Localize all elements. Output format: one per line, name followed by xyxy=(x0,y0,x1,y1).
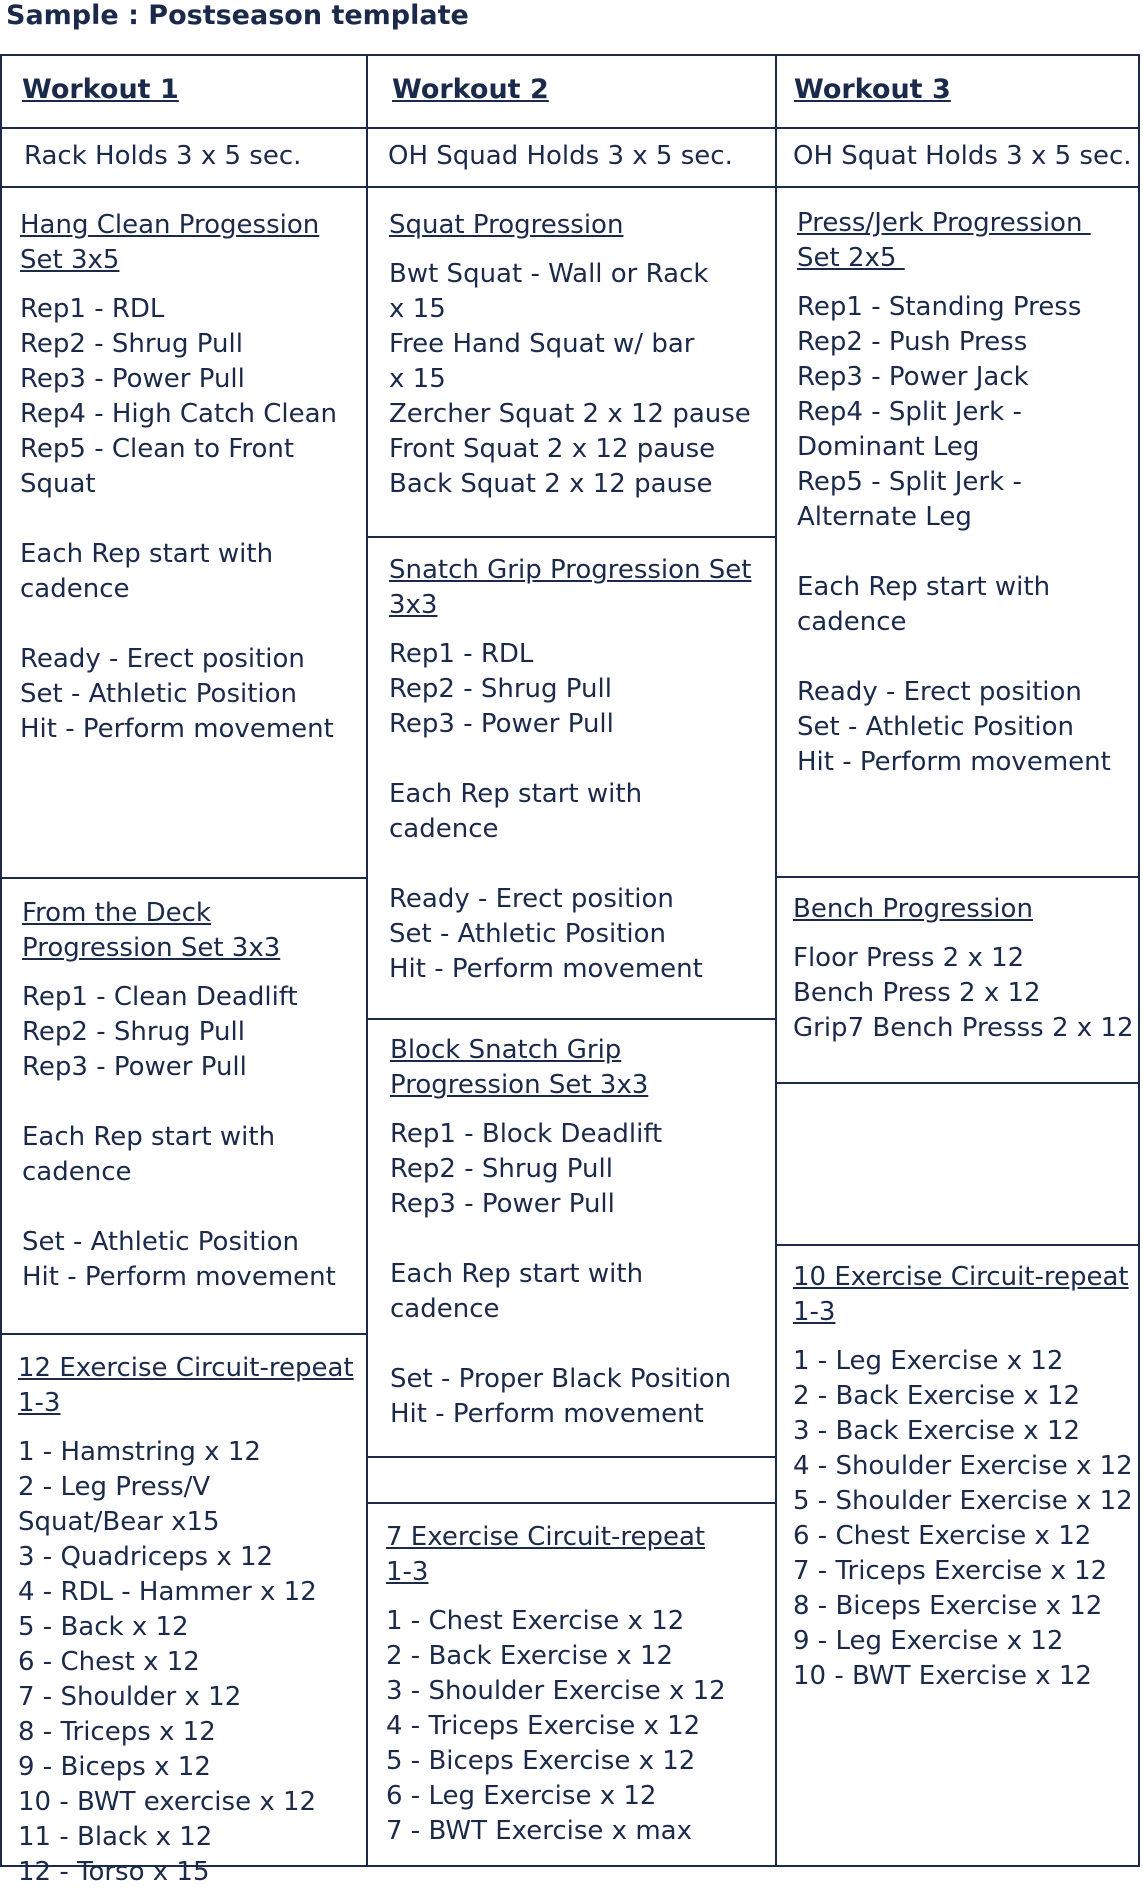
exercise-line: Ready - Erect position xyxy=(797,677,1082,707)
exercise-line: Rep1 - Clean Deadlift xyxy=(22,982,298,1012)
exercise-line: 10 - BWT exercise x 12 xyxy=(18,1787,317,1817)
exercise-line: 4 - RDL - Hammer x 12 xyxy=(18,1577,317,1607)
workout-1-section-3 xyxy=(2,1335,366,1887)
exercise-line: Rep4 - High Catch Clean xyxy=(20,399,337,429)
exercise-line: cadence xyxy=(797,607,907,637)
exercise-line: 6 - Chest x 12 xyxy=(18,1647,200,1677)
exercise-line: Rep2 - Push Press xyxy=(797,327,1028,357)
exercise-line: Rep4 - Split Jerk - xyxy=(797,397,1022,427)
exercise-line: Rep2 - Shrug Pull xyxy=(390,1154,613,1184)
exercise-line: Hit - Perform movement xyxy=(797,747,1111,777)
workout-3-warmup-cell xyxy=(777,129,1138,188)
section-heading: 7 Exercise Circuit-repeat xyxy=(386,1522,706,1552)
exercise-line: Ready - Erect position xyxy=(20,644,305,674)
exercise-line: Hit - Perform movement xyxy=(22,1262,336,1292)
section-content xyxy=(389,208,751,502)
exercise-line: Bwt Squat - Wall or Rack xyxy=(389,259,709,289)
exercise-line: Rep1 - Block Deadlift xyxy=(390,1119,663,1149)
workout-1-header-cell xyxy=(2,56,366,129)
section-heading: 1-3 xyxy=(793,1297,836,1327)
exercise-line: Set - Proper Black Position xyxy=(390,1364,732,1394)
exercise-line: cadence xyxy=(22,1157,132,1187)
exercise-line: Rep3 - Power Pull xyxy=(390,1189,615,1219)
section-content xyxy=(389,553,752,987)
workout-3-header: Workout 3 xyxy=(794,74,951,105)
workout-3-warmup: OH Squat Holds 3 x 5 sec. xyxy=(793,141,1132,171)
workout-2-section-4 xyxy=(368,1504,775,1869)
section-heading: 1-3 xyxy=(18,1388,61,1418)
section-heading: 3x3 xyxy=(389,590,438,620)
exercise-line: Rep2 - Shrug Pull xyxy=(20,329,243,359)
section-heading: Block Snatch Grip xyxy=(390,1035,622,1065)
exercise-line: 1 - Hamstring x 12 xyxy=(18,1437,261,1467)
section-heading: Squat Progression xyxy=(389,210,624,240)
exercise-line: Set - Athletic Position xyxy=(20,679,298,709)
page-title: Sample : Postseason template xyxy=(6,0,469,31)
workout-2-column xyxy=(366,54,775,1867)
workout-1-header: Workout 1 xyxy=(22,74,179,105)
section-heading: Bench Progression xyxy=(793,894,1033,924)
exercise-line: Each Rep start with xyxy=(390,1259,644,1289)
section-content xyxy=(793,892,1134,1046)
workout-1-warmup-cell xyxy=(2,129,366,188)
exercise-line: Each Rep start with xyxy=(20,539,274,569)
exercise-line: cadence xyxy=(20,574,130,604)
workout-3-section-3 xyxy=(777,1246,1138,1869)
section-content xyxy=(797,206,1111,780)
exercise-line: Each Rep start with xyxy=(797,572,1051,602)
exercise-line: Hit - Perform movement xyxy=(389,954,703,984)
exercise-line: Set - Athletic Position xyxy=(22,1227,300,1257)
exercise-line: Squat/Bear x15 xyxy=(18,1507,220,1537)
section-content xyxy=(20,208,337,747)
workout-2-header: Workout 2 xyxy=(392,74,549,105)
workout-1-warmup: Rack Holds 3 x 5 sec. xyxy=(24,141,302,171)
workout-1-column xyxy=(0,54,366,1887)
exercise-line: 5 - Back x 12 xyxy=(18,1612,189,1642)
exercise-line: 12 - Torso x 15 xyxy=(18,1857,210,1887)
exercise-line: 3 - Back Exercise x 12 xyxy=(793,1416,1081,1446)
exercise-line: Rep1 - RDL xyxy=(389,639,534,669)
workout-2-section-3 xyxy=(368,1020,775,1458)
workout-2-warmup: OH Squad Holds 3 x 5 sec. xyxy=(388,141,733,171)
exercise-line: 6 - Chest Exercise x 12 xyxy=(793,1521,1092,1551)
section-heading: Progression Set 3x3 xyxy=(390,1070,649,1100)
exercise-line: Rep1 - Standing Press xyxy=(797,292,1082,322)
exercise-line: Rep2 - Shrug Pull xyxy=(389,674,612,704)
exercise-line: Rep3 - Power Pull xyxy=(389,709,614,739)
exercise-line: Rep5 - Clean to Front xyxy=(20,434,295,464)
exercise-line: Bench Press 2 x 12 xyxy=(793,978,1041,1008)
exercise-line: x 15 xyxy=(389,294,446,324)
exercise-line: Rep2 - Shrug Pull xyxy=(22,1017,245,1047)
section-heading: 1-3 xyxy=(386,1557,429,1587)
exercise-line: 3 - Shoulder Exercise x 12 xyxy=(386,1676,726,1706)
exercise-line: Rep5 - Split Jerk - xyxy=(797,467,1022,497)
exercise-line: 4 - Shoulder Exercise x 12 xyxy=(793,1451,1133,1481)
section-content xyxy=(390,1033,731,1432)
exercise-line: 2 - Leg Press/V xyxy=(18,1472,211,1502)
exercise-line: Front Squat 2 x 12 pause xyxy=(389,434,716,464)
exercise-line: Rep1 - RDL xyxy=(20,294,165,324)
exercise-line: 4 - Triceps Exercise x 12 xyxy=(386,1711,701,1741)
workout-2-empty-cell xyxy=(368,1458,775,1504)
exercise-line: 2 - Back Exercise x 12 xyxy=(793,1381,1081,1411)
exercise-line: Hit - Perform movement xyxy=(20,714,334,744)
exercise-line: Grip7 Bench Presss 2 x 12 xyxy=(793,1013,1134,1043)
workout-2-warmup-cell xyxy=(368,129,775,188)
section-content xyxy=(386,1520,726,1849)
section-content xyxy=(793,1260,1133,1694)
workout-1-section-2 xyxy=(2,879,366,1335)
section-heading: Progression Set 3x3 xyxy=(22,933,281,963)
exercise-line: Ready - Erect position xyxy=(389,884,674,914)
exercise-line: 5 - Biceps Exercise x 12 xyxy=(386,1746,696,1776)
exercise-line: cadence xyxy=(390,1294,500,1324)
exercise-line: Set - Athletic Position xyxy=(389,919,667,949)
section-heading: 12 Exercise Circuit-repeat xyxy=(18,1353,354,1383)
exercise-line: 9 - Leg Exercise x 12 xyxy=(793,1626,1064,1656)
exercise-line: Rep3 - Power Jack xyxy=(797,362,1029,392)
exercise-line: x 15 xyxy=(389,364,446,394)
exercise-line: 8 - Triceps x 12 xyxy=(18,1717,216,1747)
exercise-line: 1 - Leg Exercise x 12 xyxy=(793,1346,1064,1376)
exercise-line: 9 - Biceps x 12 xyxy=(18,1752,211,1782)
exercise-line: 6 - Leg Exercise x 12 xyxy=(386,1781,657,1811)
workout-3-column xyxy=(775,54,1140,1867)
exercise-line: 7 - BWT Exercise x max xyxy=(386,1816,692,1846)
section-content xyxy=(22,896,336,1295)
exercise-line: 7 - Triceps Exercise x 12 xyxy=(793,1556,1108,1586)
exercise-line: Each Rep start with xyxy=(389,779,643,809)
exercise-line: Rep3 - Power Pull xyxy=(20,364,245,394)
exercise-line: Dominant Leg xyxy=(797,432,980,462)
section-heading: Set 2x5 xyxy=(797,243,905,273)
exercise-line: 7 - Shoulder x 12 xyxy=(18,1682,242,1712)
exercise-line: 1 - Chest Exercise x 12 xyxy=(386,1606,685,1636)
exercise-line: 5 - Shoulder Exercise x 12 xyxy=(793,1486,1133,1516)
exercise-line: 2 - Back Exercise x 12 xyxy=(386,1641,674,1671)
exercise-line: Zercher Squat 2 x 12 pause xyxy=(389,399,751,429)
exercise-line: Back Squat 2 x 12 pause xyxy=(389,469,713,499)
workout-2-header-cell xyxy=(368,56,775,129)
section-content xyxy=(18,1351,354,1890)
exercise-line: 11 - Black x 12 xyxy=(18,1822,213,1852)
workout-3-section-1 xyxy=(777,188,1138,878)
exercise-line: Free Hand Squat w/ bar xyxy=(389,329,695,359)
workout-3-empty-cell xyxy=(777,1084,1138,1246)
exercise-line: 8 - Biceps Exercise x 12 xyxy=(793,1591,1103,1621)
exercise-line: Set - Athletic Position xyxy=(797,712,1075,742)
exercise-line: Hit - Perform movement xyxy=(390,1399,704,1429)
exercise-line: Alternate Leg xyxy=(797,502,972,532)
workout-3-header-cell xyxy=(777,56,1138,129)
section-heading: Press/Jerk Progression xyxy=(797,208,1091,238)
workout-1-section-1 xyxy=(2,188,366,879)
workout-2-section-2 xyxy=(368,538,775,1020)
exercise-line: 3 - Quadriceps x 12 xyxy=(18,1542,274,1572)
workout-3-section-2 xyxy=(777,878,1138,1084)
exercise-line: Rep3 - Power Pull xyxy=(22,1052,247,1082)
exercise-line: Floor Press 2 x 12 xyxy=(793,943,1025,973)
section-heading: Hang Clean Progession xyxy=(20,210,320,240)
exercise-line: 10 - BWT Exercise x 12 xyxy=(793,1661,1092,1691)
exercise-line: Squat xyxy=(20,469,96,499)
exercise-line: Each Rep start with xyxy=(22,1122,276,1152)
exercise-line: cadence xyxy=(389,814,499,844)
section-heading: Snatch Grip Progression Set xyxy=(389,555,752,585)
section-heading: 10 Exercise Circuit-repeat xyxy=(793,1262,1129,1292)
workout-2-section-1 xyxy=(368,188,775,538)
section-heading: Set 3x5 xyxy=(20,245,120,275)
section-heading: From the Deck xyxy=(22,898,211,928)
